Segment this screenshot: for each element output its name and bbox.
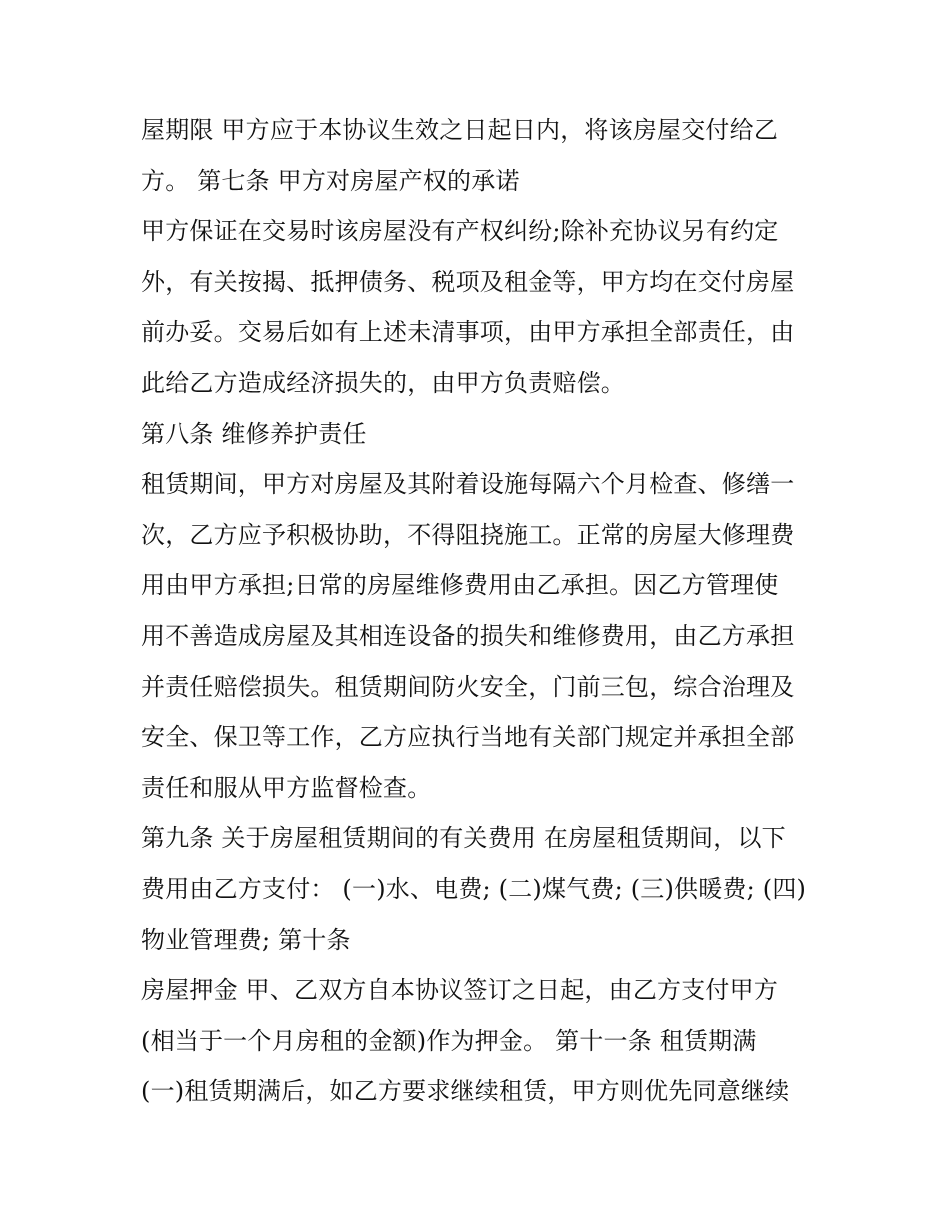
text-line: (一)租赁期满后，如乙方要求继续租赁，甲方则优先同意继续 <box>141 1077 790 1106</box>
text-line: 外，有关按揭、抵押债务、税项及租金等，甲方均在交付房屋 <box>141 267 795 296</box>
text-line: 甲方保证在交易时该房屋没有产权纠纷;除补充协议另有约定 <box>141 217 779 246</box>
text-line: 费用由乙方支付： (一)水、电费; (二)煤气费; (三)供暖费; (四) <box>141 874 807 903</box>
text-line: (相当于一个月房租的金额)作为押金。 第十一条 租赁期满 <box>141 1026 757 1055</box>
text-line: 租赁期间，甲方对房屋及其附着设施每隔六个月检查、修缮一 <box>141 470 795 499</box>
text-line: 安全、保卫等工作，乙方应执行当地有关部门规定并承担全部 <box>141 723 795 752</box>
text-line: 用不善造成房屋及其相连设备的损失和维修费用，由乙方承担 <box>141 621 795 650</box>
text-line: 物业管理费; 第十条 <box>141 925 351 954</box>
text-line: 用由甲方承担;日常的房屋维修费用由乙承担。因乙方管理使 <box>141 571 779 600</box>
text-line: 此给乙方造成经济损失的，由甲方负责赔偿。 <box>141 368 625 397</box>
text-line: 次，乙方应予积极协助，不得阻挠施工。正常的房屋大修理费 <box>141 520 795 549</box>
text-line: 并责任赔偿损失。租赁期间防火安全，门前三包，综合治理及 <box>141 672 795 701</box>
text-line: 房屋押金 甲、乙双方自本协议签订之日起，由乙方支付甲方 <box>141 976 779 1005</box>
text-line: 责任和服从甲方监督检查。 <box>141 773 432 802</box>
text-line: 第九条 关于房屋租赁期间的有关费用 在房屋租赁期间，以下 <box>141 824 786 853</box>
text-line: 前办妥。交易后如有上述未清事项，由甲方承担全部责任，由 <box>141 318 795 347</box>
section-heading: 第八条 维修养护责任 <box>141 419 367 448</box>
text-line: 屋期限 甲方应于本协议生效之日起日内，将该房屋交付给乙 <box>141 116 779 144</box>
contract-text <box>141 105 821 1117</box>
text-line: 方。 第七条 甲方对房屋产权的承诺 <box>141 166 520 195</box>
